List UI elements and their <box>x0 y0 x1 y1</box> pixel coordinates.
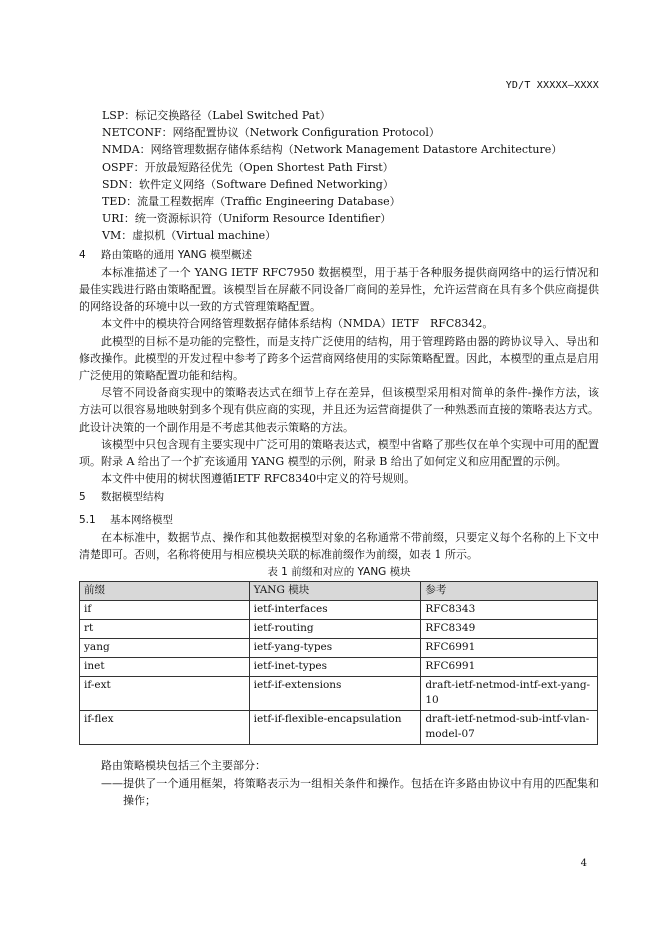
table-row <box>80 677 598 711</box>
paragraph: 本标准描述了一个 YANG IETF RFC7950 数据模型，用于基于各种服务提供商网络中的运行情况和最佳实践进行路由策略配置。该模型旨在屏蔽不同设备厂商间的差异性，允许运营商在具有多个供应商提供的网络设备的环境中以一致的方式管理策略配置。 <box>79 265 599 314</box>
table-row <box>80 620 598 639</box>
cell-prefix: if <box>80 601 250 620</box>
section-5-heading <box>79 489 599 506</box>
page-number: 4 <box>580 858 587 869</box>
abbr-lsp: LSP：标记交换路径（Label Switched Pat） <box>102 109 331 122</box>
paragraph: 本文件中的模块符合网络管理数据存储体系结构（NMDA）IETF RFC8342。 <box>101 317 494 331</box>
cell-prefix: rt <box>80 620 250 639</box>
page-content <box>79 107 599 809</box>
cell-reference: RFC6991 <box>421 658 598 677</box>
abbr-netconf: NETCONF：网络配置协议（Network Configuration Protocol） <box>102 126 440 140</box>
cell-module: ietf-inet-types <box>249 658 421 677</box>
cell-module: ietf-if-flexible-encapsulation <box>249 711 421 745</box>
table-row <box>80 658 598 677</box>
section-number: 4 <box>79 248 86 261</box>
cell-prefix: yang <box>80 639 250 658</box>
section-title: 基本网络模型 <box>110 513 173 526</box>
table-row <box>80 711 598 745</box>
header-yang-module: YANG 模块 <box>249 582 421 601</box>
cell-reference: RFC6991 <box>421 639 598 658</box>
table-header-row <box>80 582 598 601</box>
section-5-1-heading <box>79 512 599 529</box>
paragraph: 本文件中使用的树状图遵循IETF RFC8340中定义的符号规则。 <box>101 472 416 486</box>
abbr-uri: URI：统一资源标识符（Uniform Resource Identifier） <box>102 212 392 226</box>
header-reference: 参考 <box>421 582 598 601</box>
table-row <box>80 639 598 658</box>
header-prefix: 前缀 <box>80 582 250 601</box>
cell-reference: draft-ietf-netmod-sub-intf-vlan-model-07 <box>421 711 598 745</box>
abbr-ospf: OSPF：开放最短路径优先（Open Shortest Path First） <box>102 160 394 174</box>
paragraph: 此模型的目标不是功能的完整性，而是支持广泛使用的结构，用于管理跨路由器的跨协议导入、导出和修改操作。此模型的开发过程中参考了跨多个运营商网络使用的实际策略配置。因此，本模型的重点是启用广泛使用的策略配置功能和结构。 <box>79 334 599 383</box>
abbr-nmda: NMDA：网络管理数据存储体系结构（Network Management Datastore Architecture） <box>102 143 563 157</box>
section-4-heading <box>79 247 599 264</box>
cell-prefix: if-flex <box>80 711 250 745</box>
section-number: 5 <box>79 491 86 504</box>
cell-module: ietf-interfaces <box>249 601 421 620</box>
cell-reference: RFC8343 <box>421 601 598 620</box>
abbr-ted: TED：流量工程数据库（Traffic Engineering Database） <box>102 195 401 209</box>
cell-module: ietf-if-extensions <box>249 677 421 711</box>
cell-prefix: if-ext <box>80 677 250 711</box>
section-title: 数据模型结构 <box>101 491 164 504</box>
prefix-table <box>79 581 598 745</box>
cell-reference: draft-ietf-netmod-intf-ext-yang-10 <box>421 677 598 711</box>
list-item: ——提供了一个通用框架，将策略表示为一组相关条件和操作。包括在许多路由协议中有用的匹配集和操作； <box>101 776 599 807</box>
table-row <box>80 601 598 620</box>
section-title: 路由策略的通用 YANG 模型概述 <box>101 248 252 261</box>
paragraph: 该模型中只包含现有主要实现中广泛可用的策略表达式，模型中省略了那些仅在单个实现中可用的配置项。附录 A 给出了一个扩充该通用 YANG 模型的示例，附录 B 给出了如何定义和应用配置的示例。 <box>79 437 599 469</box>
table-caption: 表 1 前缀和对应的 YANG 模块 <box>267 566 411 579</box>
paragraph: 路由策略模块包括三个主要部分： <box>101 759 266 773</box>
paragraph: 在本标准中，数据节点、操作和其他数据模型对象的名称通常不带前缀，只要定义每个名称的上下文中清楚即可。否则，名称将使用与相应模块关联的标准前缀作为前缀，如表 1 所示。 <box>79 530 599 562</box>
abbr-vm: VM：虚拟机（Virtual machine） <box>102 229 277 243</box>
document-header: YD/T XXXXX—XXXX <box>505 80 599 91</box>
cell-reference: RFC8349 <box>421 620 598 639</box>
cell-prefix: inet <box>80 658 250 677</box>
abbr-sdn: SDN：软件定义网络（Software Defined Networking） <box>102 177 394 191</box>
cell-module: ietf-routing <box>249 620 421 639</box>
spacer <box>79 745 599 757</box>
cell-module: ietf-yang-types <box>249 639 421 658</box>
paragraph: 尽管不同设备商实现中的策略表达式在细节上存在差异，但该模型采用相对简单的条件-操作方法，该方法可以很容易地映射到多个现有供应商的实现，并且还为运营商提供了一种熟悉而直接的策略表达方式。此设计决策的一个副作用是不考虑其他表示策略的方法。 <box>79 386 599 434</box>
section-number: 5.1 <box>79 513 96 526</box>
